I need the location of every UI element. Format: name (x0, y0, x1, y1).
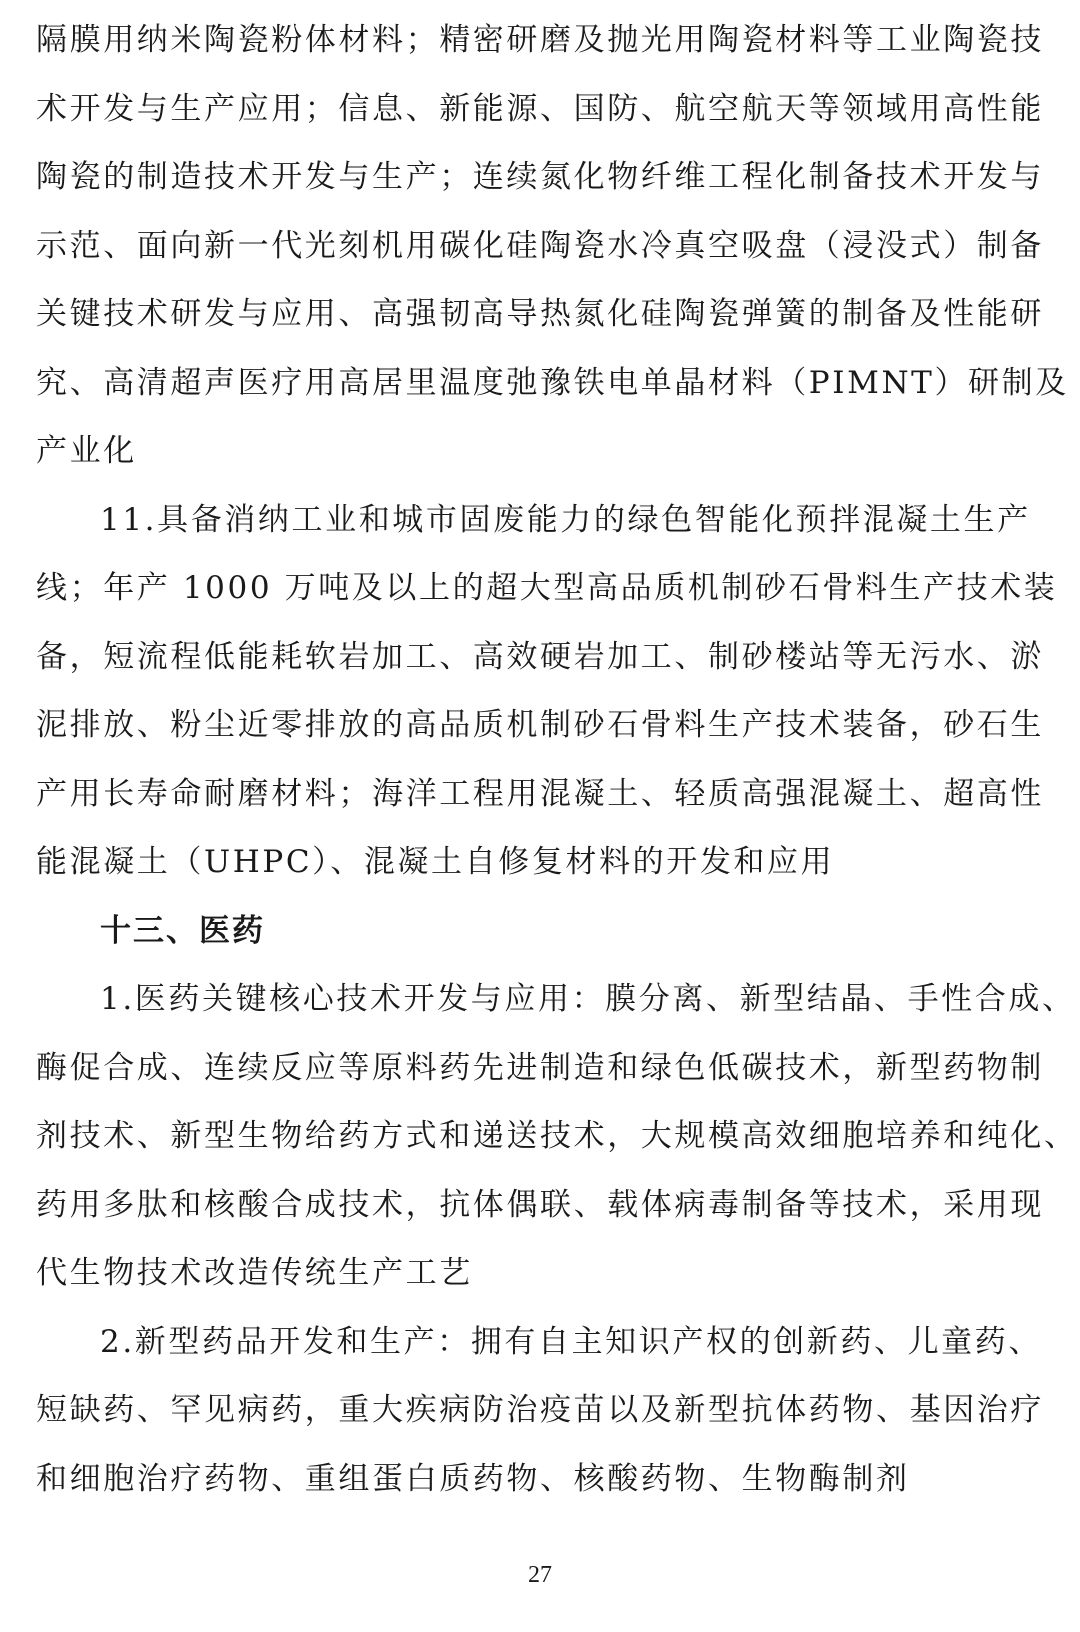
text-line: 产用长寿命耐磨材料；海洋工程用混凝土、轻质高强混凝土、超高性 (36, 775, 1044, 812)
section-heading: 十三、医药 (100, 912, 265, 949)
text-line: 隔膜用纳米陶瓷粉体材料；精密研磨及抛光用陶瓷材料等工业陶瓷技 (36, 22, 1044, 58)
text-line: 药用多肽和核酸合成技术，抗体偶联、载体病毒制备等技术，采用现 (36, 1186, 1044, 1223)
text-line: 能混凝土（UHPC）、混凝土自修复材料的开发和应用 (36, 844, 835, 880)
paragraph-start-line: 11.具备消纳工业和城市固废能力的绿色智能化预拌混凝土生产 (100, 501, 1031, 538)
document-body (36, 6, 1078, 1513)
paragraph-start-line: 1.医药关键核心技术开发与应用：膜分离、新型结晶、手性合成、 (100, 981, 1076, 1017)
text-line: 泥排放、粉尘近零排放的高品质机制砂石骨料生产技术装备，砂石生 (36, 707, 1044, 743)
text-line: 备，短流程低能耗软岩加工、高效硬岩加工、制砂楼站等无污水、淤 (36, 638, 1044, 675)
text-line: 代生物技术改造传统生产工艺 (36, 1255, 473, 1291)
page-number: 27 (528, 1562, 552, 1588)
text-line: 酶促合成、连续反应等原料药先进制造和绿色低碳技术，新型药物制 (36, 1049, 1044, 1086)
paragraph-start-line: 2.新型药品开发和生产：拥有自主知识产权的创新药、儿童药、 (100, 1323, 1042, 1360)
text-line: 短缺药、罕见病药，重大疾病防治疫苗以及新型抗体药物、基因治疗 (36, 1392, 1044, 1428)
text-line: 陶瓷的制造技术开发与生产；连续氮化物纤维工程化制备技术开发与 (36, 159, 1044, 195)
text-line: 产业化 (36, 433, 137, 469)
text-line: 究、高清超声医疗用高居里温度弛豫铁电单晶材料（PIMNT）研制及 (36, 364, 1069, 401)
text-line: 关键技术研发与应用、高强韧高导热氮化硅陶瓷弹簧的制备及性能研 (36, 296, 1044, 332)
text-line: 剂技术、新型生物给药方式和递送技术，大规模高效细胞培养和纯化、 (36, 1118, 1078, 1154)
text-line: 示范、面向新一代光刻机用碳化硅陶瓷水冷真空吸盘（浸没式）制备 (36, 227, 1044, 264)
text-line: 线；年产 1000 万吨及以上的超大型高品质机制砂石骨料生产技术装 (36, 570, 1058, 606)
text-line: 术开发与生产应用；信息、新能源、国防、航空航天等领域用高性能 (36, 90, 1044, 127)
text-line: 和细胞治疗药物、重组蛋白质药物、核酸药物、生物酶制剂 (36, 1460, 910, 1497)
